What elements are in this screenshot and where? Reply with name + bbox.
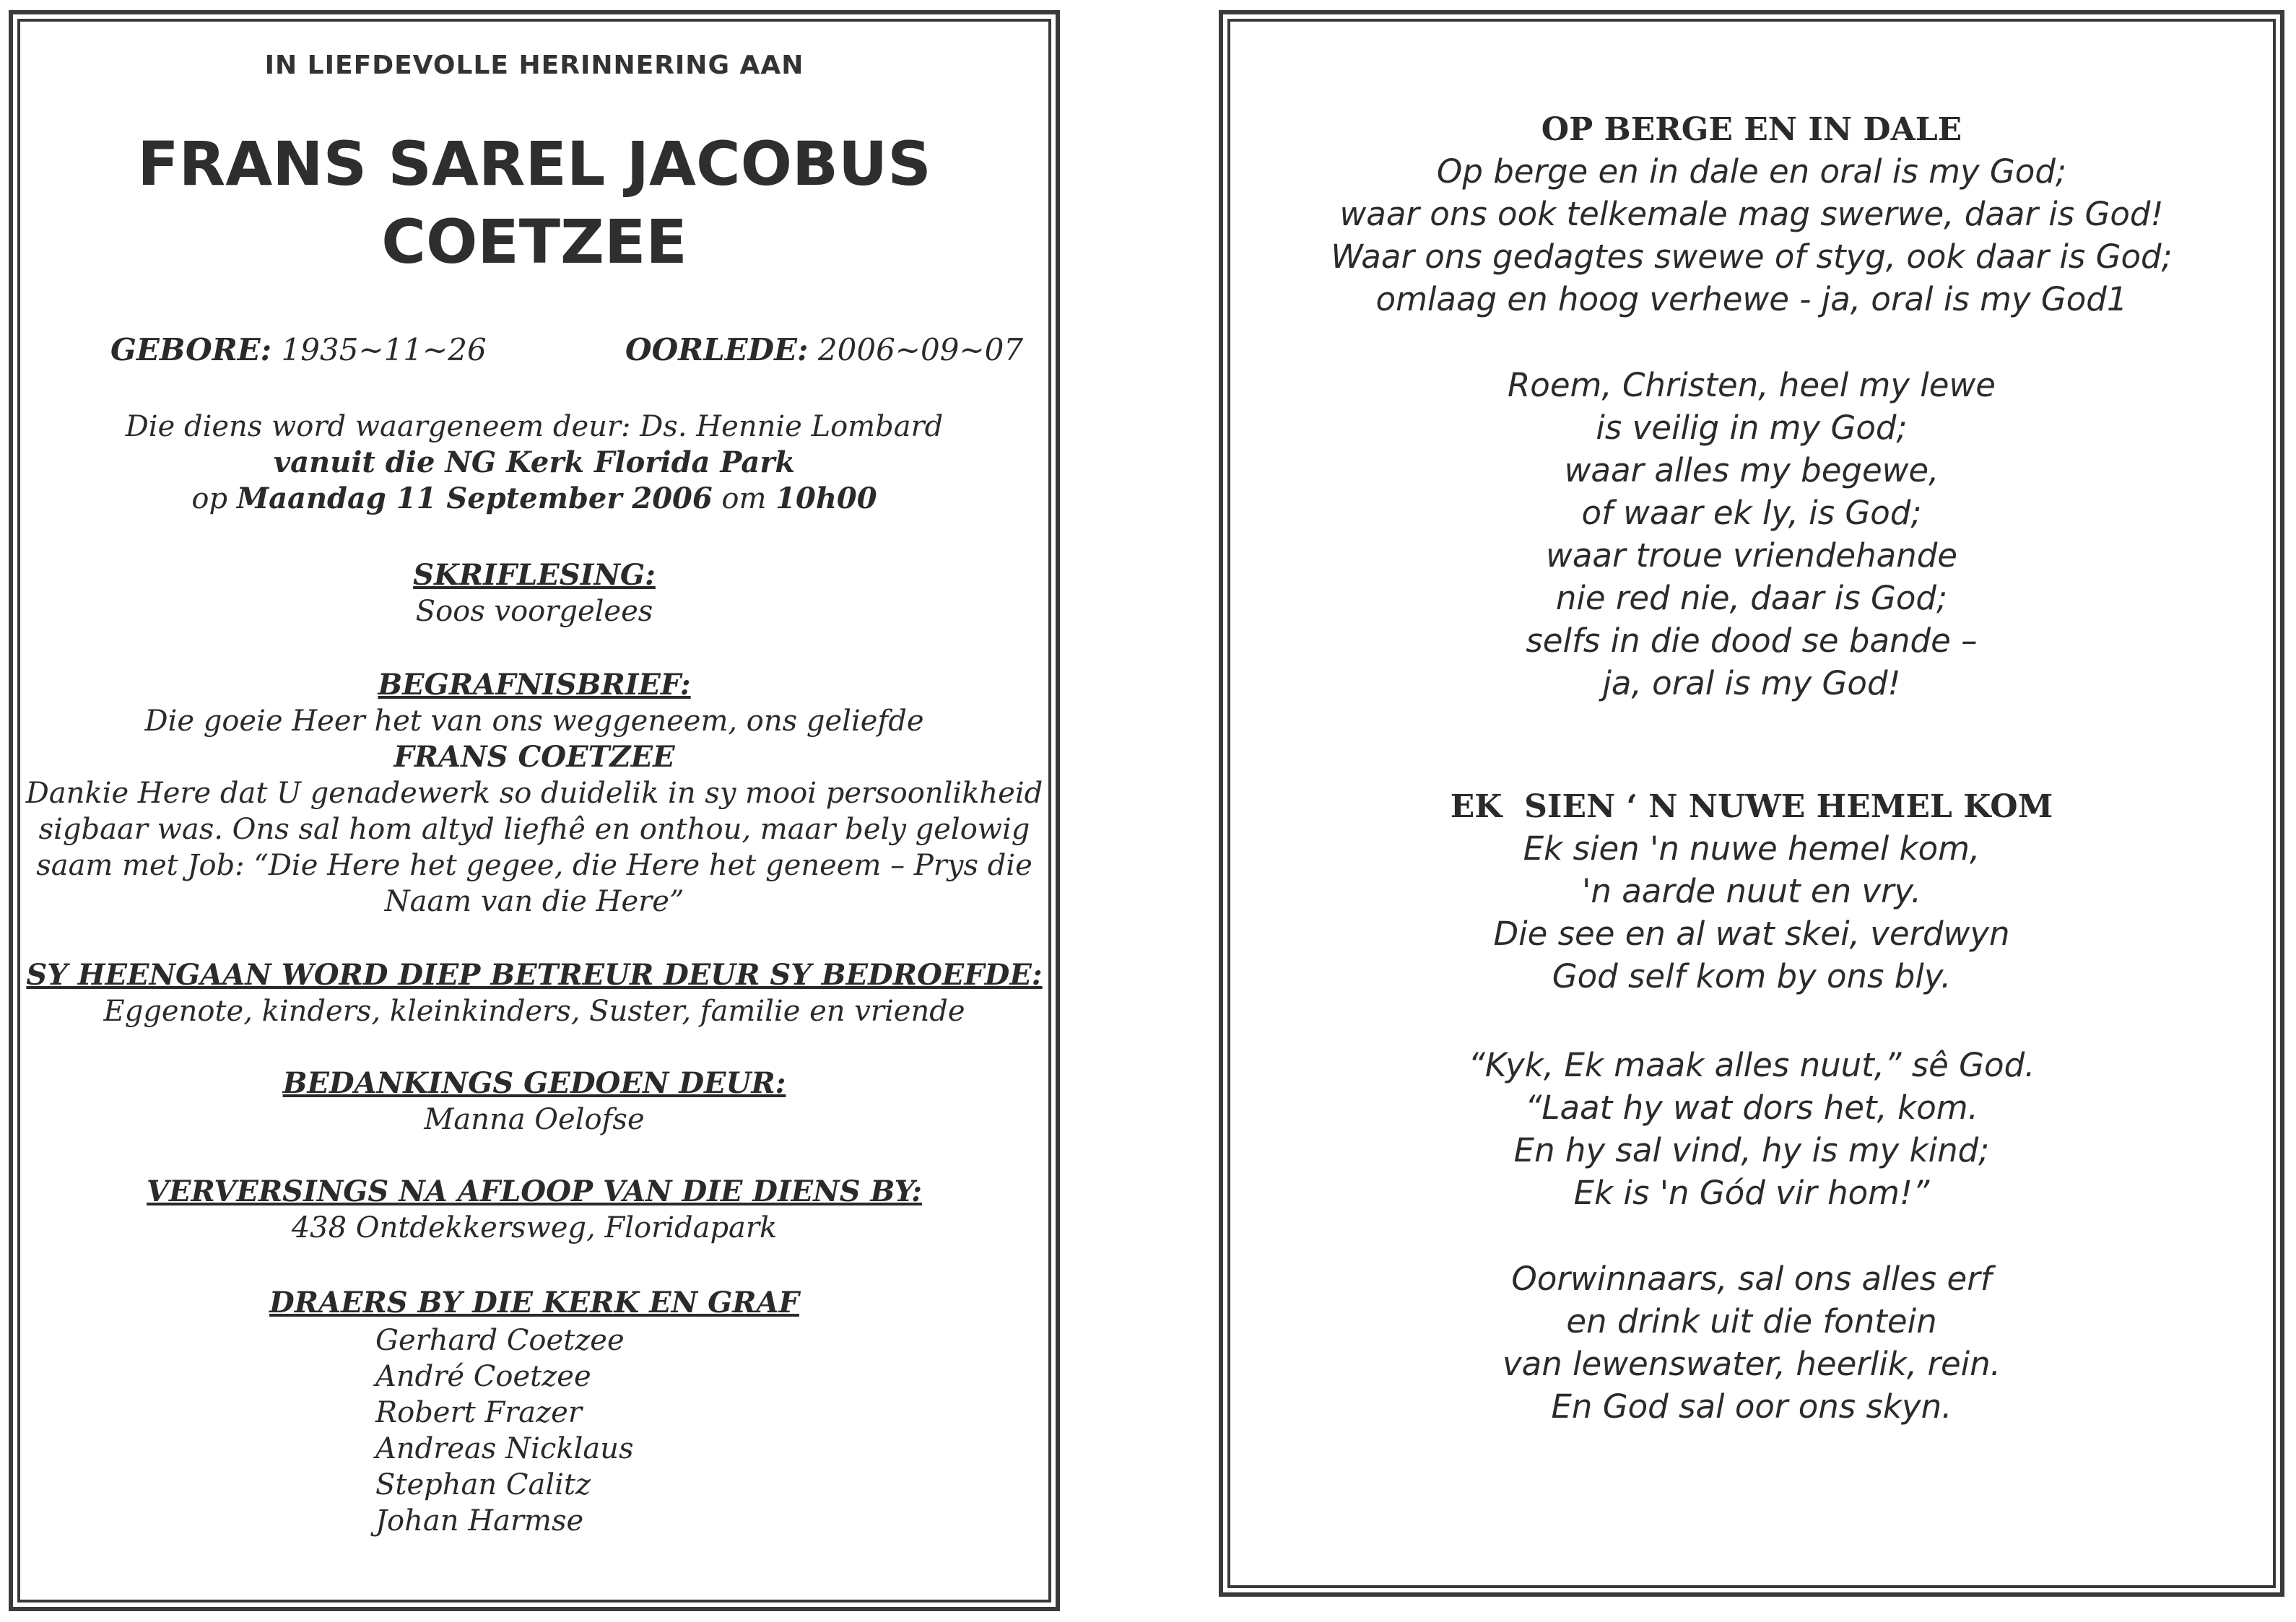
birth-label: GEBORE: [110,332,272,367]
verse-line: Die see en al wat skei, verdwyn [1493,915,2010,953]
letter-name: FRANS COETZEE [393,740,675,774]
intro-heading: IN LIEFDEVOLLE HERINNERING AAN [264,51,804,80]
letter-line-3: sigbaar was. Ons sal hom altyd liefhê en onthou, maar bely gelowig [38,813,1030,846]
verse-line: en drink uit die fontein [1566,1302,1937,1340]
bearers-list [375,1322,634,1539]
verse-line: of waar ek ly, is God; [1581,494,1922,532]
deceased-name-surname: COETZEE [381,206,687,277]
mourners-heading: SY HEENGAAN WORD DIEP BETREUR DEUR SY BEDROEFDE: [26,958,1043,992]
verse-line: Ek is 'n Gód vir hom!” [1573,1174,1930,1212]
bearer-name: André Coetzee [375,1360,591,1393]
verse-line: waar troue vriendehande [1546,536,1957,575]
refreshments-text: 438 Ontdekkersweg, Floridapark [291,1211,778,1244]
hymn-2-verse-1 [1223,827,2280,998]
service-time: 10h00 [775,481,877,515]
verse-line: van lewenswater, heerlik, rein. [1503,1345,2001,1383]
reading-text: Soos voorgelees [415,595,653,628]
bearers-heading: DRAERS BY DIE KERK EN GRAF [269,1286,799,1320]
service-mid: om [721,482,767,515]
verse-line: waar alles my begewe, [1564,451,1939,489]
verse-line: Roem, Christen, heel my lewe [1508,366,1996,404]
verse-line: waar ons ook telkemale mag swerwe, daar is God! [1339,195,2164,233]
bearer-name: Robert Frazer [375,1396,582,1429]
mourners-section [13,957,1056,1029]
verse-line: is veilig in my God; [1596,409,1908,447]
birth-date-value: 1935~11~26 [281,332,487,367]
bearer-name: Johan Harmse [375,1504,584,1538]
reading-heading: SKRIFLESING: [413,558,656,592]
refreshments-heading: VERVERSINGS NA AFLOOP VAN DIE DIENS BY: [146,1174,923,1208]
bearer-name: Stephan Calitz [375,1468,591,1501]
verse-line: “Kyk, Ek maak alles nuut,” sê God. [1468,1046,2035,1084]
letter-heading: BEGRAFNISBRIEF: [378,668,691,702]
letter-section [13,667,1056,920]
hymn-1-verse-1 [1223,150,2280,321]
thanks-section [13,1065,1056,1138]
service-prefix: op [191,482,228,515]
service-details [13,409,1056,517]
death-date-value: 2006~09~07 [817,332,1024,367]
verse-line: Oorwinnaars, sal ons alles erf [1511,1260,1992,1298]
bearers-section [13,1285,1056,1321]
letter-line-4: saam met Job: “Die Here het gegee, die Here het geneem – Prys die [36,849,1032,882]
thanks-heading: BEDANKINGS GEDOEN DEUR: [282,1066,786,1100]
verse-line: God self kom by ons bly. [1552,957,1952,995]
service-line-1: Die diens word waargeneem deur: Ds. Hennie Lombard [125,410,944,443]
hymn-2-verse-2 [1223,1044,2280,1214]
deceased-name-first: FRANS SAREL JACOBUS [137,128,931,199]
verse-line: Waar ons gedagtes swewe of styg, ook daar is God; [1331,237,2173,276]
verse-line: En God sal oor ons skyn. [1551,1387,1952,1426]
verse-line: Ek sien 'n nuwe hemel kom, [1523,829,1980,868]
refreshments-section [13,1174,1056,1246]
verse-line: En hy sal vind, hy is my kind; [1513,1131,1990,1169]
hymn-1-title: OP BERGE EN IN DALE [1541,111,1962,148]
letter-line-2: Dankie Here dat U genadewerk so duidelik in sy mooi persoonlikheid [25,777,1043,810]
hymn-1 [1223,110,2280,321]
bearer-name: Gerhard Coetzee [375,1324,625,1357]
verse-line: 'n aarde nuut en vry. [1582,872,1921,910]
verse-line: ja, oral is my God! [1602,664,1901,702]
left-page [9,10,1060,1611]
verse-line: Op berge en in dale en oral is my God; [1436,152,2067,191]
death-date [625,332,1023,367]
hymn-2-verse-3 [1223,1257,2280,1428]
reading-section [13,557,1056,629]
verse-line: nie red nie, daar is God; [1555,579,1948,617]
bearer-name: Andreas Nicklaus [375,1432,634,1465]
verse-line: selfs in die dood se bande – [1526,622,1978,660]
service-line-2: vanuit die NG Kerk Florida Park [273,445,796,479]
verse-line: “Laat hy wat dors het, kom. [1525,1089,1978,1127]
letter-line-5: Naam van die Here” [384,885,684,918]
verse-line: omlaag en hoog verhewe - ja, oral is my God1 [1375,280,2128,318]
hymn-2 [1223,787,2280,998]
mourners-text: Eggenote, kinders, kleinkinders, Suster, familie en vriende [103,995,965,1028]
right-page [1219,10,2284,1597]
service-day: Maandag 11 September 2006 [236,481,713,515]
letter-line-1: Die goeie Heer het van ons weggeneem, ons geliefde [144,705,924,738]
hymn-1-verse-2 [1223,364,2280,705]
birth-date [110,332,487,367]
service-line-3 [13,481,1056,517]
death-label: OORLEDE: [625,332,809,367]
thanks-text: Manna Oelofse [424,1103,645,1136]
hymn-2-title: EK SIEN ‘ N NUWE HEMEL KOM [1450,788,2053,825]
